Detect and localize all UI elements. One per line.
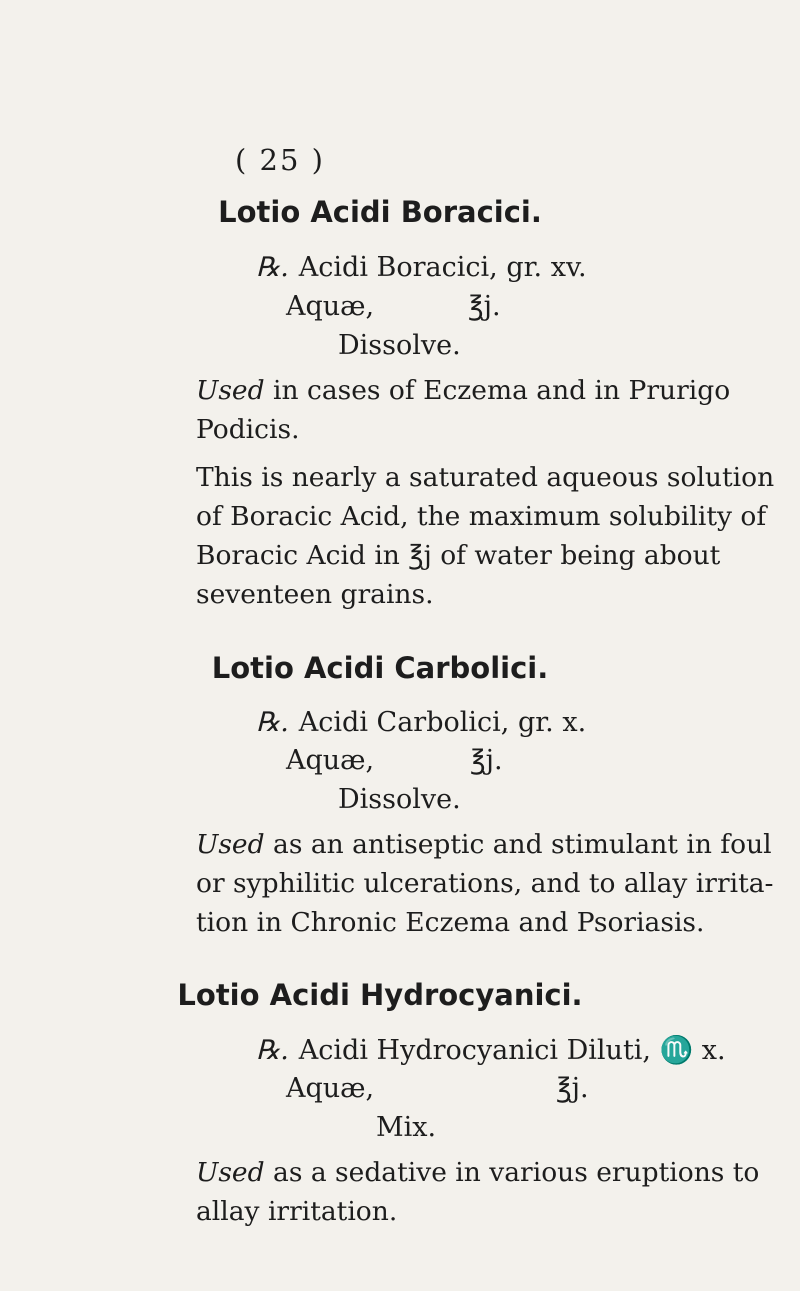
rx-symbol: ℞.	[256, 1035, 289, 1066]
instruction: Dissolve.	[338, 784, 461, 815]
usage-line-2: allay irritation.	[196, 1196, 398, 1227]
instruction: Mix.	[376, 1112, 437, 1143]
usage-line-2: or syphilitic ulcerations, and to allay irrita-	[196, 868, 774, 899]
ingredient-1: Acidi Hydrocyanici Diluti, ♏ x.	[298, 1035, 726, 1066]
ingredient-2-name: Aquæ,	[286, 291, 375, 322]
page-number: ( 25 )	[235, 143, 325, 177]
section-title-boracici: Lotio Acidi Boracici.	[218, 195, 542, 229]
prescription-line-1	[256, 1034, 726, 1066]
rx-symbol: ℞.	[256, 252, 289, 283]
usage-line-1	[196, 375, 731, 406]
section-title-hydrocyanici: Lotio Acidi Hydrocyanici.	[177, 978, 583, 1012]
instruction: Dissolve.	[338, 330, 461, 361]
ingredient-2-amount: ℥j.	[468, 291, 501, 322]
ingredient-2-name: Aquæ,	[286, 745, 375, 776]
usage-line-3: tion in Chronic Eczema and Psoriasis.	[196, 907, 705, 938]
used-word: Used	[196, 829, 265, 860]
rx-symbol: ℞.	[256, 707, 289, 738]
usage-text: as an antiseptic and stimulant in foul	[264, 829, 772, 860]
usage-text: in cases of Eczema and in Prurigo	[264, 375, 731, 406]
note-line-4: seventeen grains.	[196, 579, 434, 610]
prescription-line-1	[256, 707, 586, 738]
ingredient-1: Acidi Carbolici, gr. x.	[298, 707, 587, 738]
ingredient-2-amount: ℥j.	[470, 745, 503, 776]
ingredient-2-name: Aquæ,	[286, 1073, 375, 1104]
usage-line-2: Podicis.	[196, 414, 300, 445]
used-word: Used	[196, 1157, 265, 1188]
note-line-3: Boracic Acid in ℥j of water being about	[196, 540, 721, 571]
prescription-line-1	[256, 252, 587, 283]
usage-text: as a sedative in various eruptions to	[264, 1157, 760, 1188]
note-line-2: of Boracic Acid, the maximum solubility of	[196, 501, 767, 532]
used-word: Used	[196, 375, 265, 406]
usage-line-1	[196, 1157, 760, 1188]
usage-line-1	[196, 829, 772, 860]
section-title-carbolici: Lotio Acidi Carbolici.	[211, 651, 549, 685]
ingredient-1: Acidi Boracici, gr. xv.	[298, 252, 587, 283]
ingredient-2-amount: ℥j.	[556, 1073, 589, 1104]
note-line-1: This is nearly a saturated aqueous solution	[196, 462, 775, 493]
